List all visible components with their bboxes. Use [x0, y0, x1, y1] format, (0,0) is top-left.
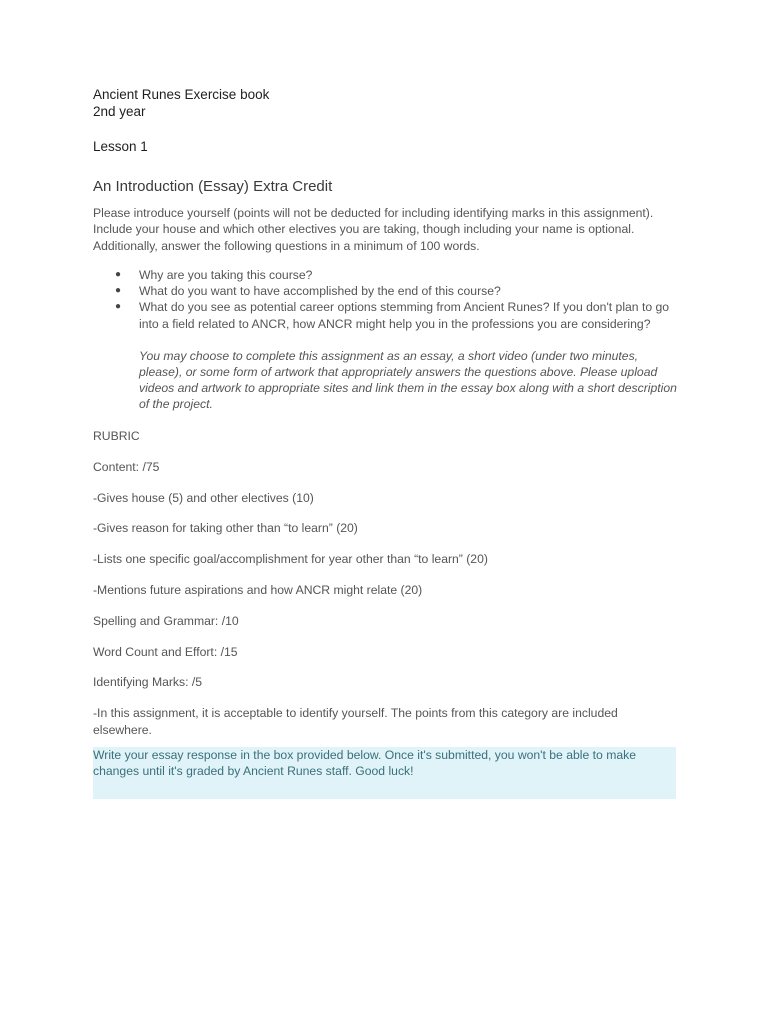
question-item	[115, 267, 678, 283]
question-text: Why are you taking this course?	[139, 267, 313, 282]
rubric-criterion: -Gives house (5) and other electives (10)	[93, 490, 314, 505]
question-list	[93, 267, 678, 332]
bullet-icon: ●	[115, 285, 122, 297]
rubric-spelling-score: Spelling and Grammar: /10	[93, 613, 239, 628]
rubric-section	[93, 428, 678, 738]
assignment-heading: An Introduction (Essay) Extra Credit	[93, 178, 333, 195]
bullet-icon: ●	[115, 301, 122, 313]
book-title: Ancient Runes Exercise book	[93, 87, 270, 102]
question-text: What do you want to have accomplished by the end of this course?	[139, 284, 501, 299]
submission-note: You may choose to complete this assignment as an essay, a short video (under two minutes, please), or some form of artwork that appropriately answers the questions above. Please upload videos and artwork to appropriate sites and link them in the essay box along with a short description of the project.	[139, 349, 677, 412]
assignment-intro: Please introduce yourself (points will not be deducted for including identifying marks in this assignment). Include your house and which other electives you are taking, though including your name is optional. Additionally, answer the following questions in a minimum of 100 words.	[93, 206, 654, 253]
question-item	[115, 283, 678, 299]
rubric-identifying-score: Identifying Marks: /5	[93, 675, 203, 690]
rubric-criterion: -Mentions future aspirations and how ANCR might relate (20)	[93, 583, 423, 598]
rubric-identifying-note: -In this assignment, it is acceptable to identify yourself. The points from this category are included elsewhere.	[93, 706, 618, 737]
rubric-criterion: -Gives reason for taking other than “to learn” (20)	[93, 521, 358, 536]
rubric-criterion: -Lists one specific goal/accomplishment for year other than “to learn” (20)	[93, 552, 488, 567]
bullet-icon: ●	[115, 268, 122, 280]
submission-callout	[93, 747, 676, 799]
year-label: 2nd year	[93, 104, 146, 119]
rubric-title: RUBRIC	[93, 429, 140, 444]
rubric-word-count-score: Word Count and Effort: /15	[93, 644, 238, 659]
question-text: What do you see as potential career options stemming from Ancient Runes? If you don't plan to go into a field related to ANCR, how ANCR might help you in the professions you are considering?	[139, 300, 670, 331]
callout-text: Write your essay response in the box provided below. Once it's submitted, you won't be able to make changes until it's graded by Ancient Runes staff. Good luck!	[93, 747, 636, 779]
question-item	[115, 299, 678, 332]
rubric-content-score: Content: /75	[93, 459, 160, 474]
lesson-label: Lesson 1	[93, 139, 148, 154]
document-page	[93, 86, 678, 799]
